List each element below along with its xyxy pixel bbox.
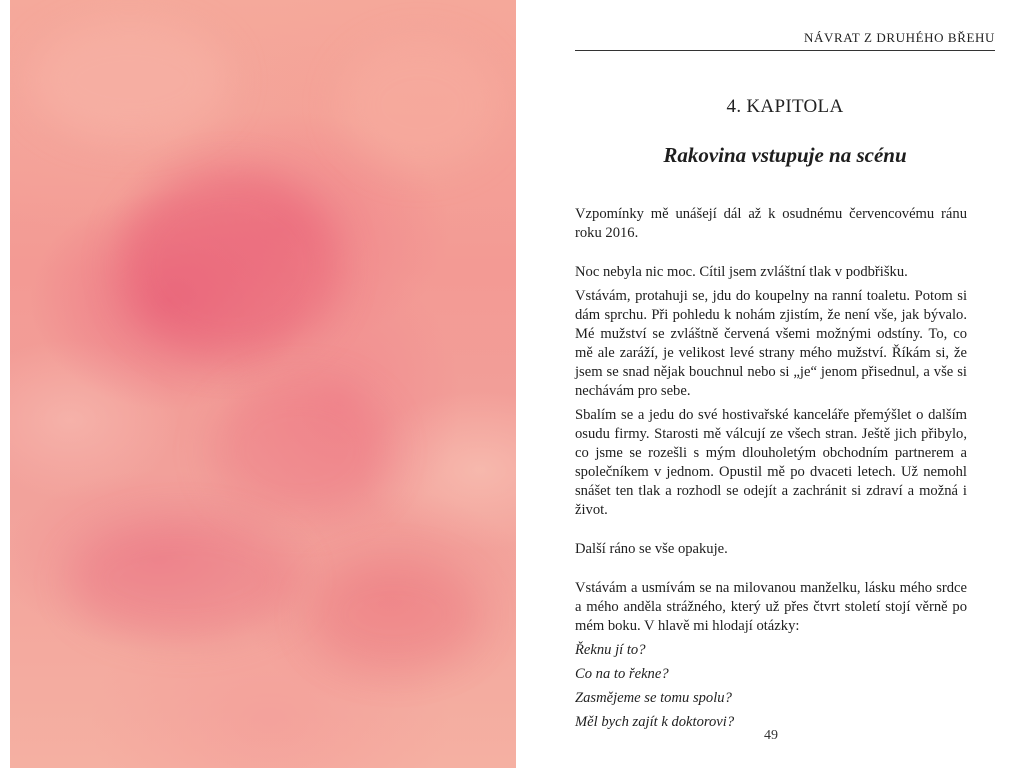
paragraph: Vzpomínky mě unášejí dál až k osudnému červencovému ránu roku 2016. [575,206,967,241]
body-text [575,205,967,737]
paragraph: Další ráno se vše opakuje. [575,541,728,557]
watercolor-illustration [10,0,516,768]
header-rule [575,50,995,51]
watercolor-wash [30,20,230,140]
watercolor-wash [310,560,480,670]
question-line: Měl bych zajít k doktorovi? [575,714,735,730]
paragraph: Vstávám a usmívám se na milovanou manželku, lásku mého srdce a mého anděla strážného, který už přes čtvrt století stojí věrně po mém boku. V hlavě mi hlodají otázky: [575,580,967,634]
question-line: Co na to řekne? [575,666,669,682]
chapter-title: Rakovina vstupuje na scénu [663,143,907,167]
right-page [530,0,1024,768]
running-header: NÁVRAT Z DRUHÉHO BŘEHU [804,30,995,45]
watercolor-wash [120,170,340,360]
watercolor-wash [340,40,500,170]
chapter-number: 4. KAPITOLA [726,96,844,117]
paragraph: Sbalím se a jedu do své hostivařské kanceláře přemýšlet o dalším osudu firmy. Starosti mě válcují ze všech stran. Ještě jich přibylo, co jsme se rozešli s mým dlouholetým obchodním partnerem a společníkem v jednom. Opustil mě po dvaceti letech. Už nemohl snášet ten tlak a rozhodl se odejít a zachránit si zdraví a možná i život. [575,407,967,518]
page-number: 49 [764,728,778,743]
watercolor-wash [70,520,300,640]
watercolor-wash [210,380,390,520]
question-line: Zasmějeme se tomu spolu? [575,690,732,706]
paragraph: Noc nebyla nic moc. Cítil jsem zvláštní tlak v podbřišku. [575,264,908,280]
question-line: Řeknu jí to? [575,642,646,658]
paragraph: Vstávám, protahuji se, jdu do koupelny na ranní toaletu. Potom si dám sprchu. Při pohledu k nohám zjistím, že není vše, jak bývalo. Mé mužství se zvláštně červená všemi možnými odstíny. To, co mě ale zaráží, je velikost levé strany mého mužství. Říkám si, že jsem se snad nějak bouchnul nebo si „je“ jenom přisednul, a vše si nechávám pro sebe. [575,288,967,399]
